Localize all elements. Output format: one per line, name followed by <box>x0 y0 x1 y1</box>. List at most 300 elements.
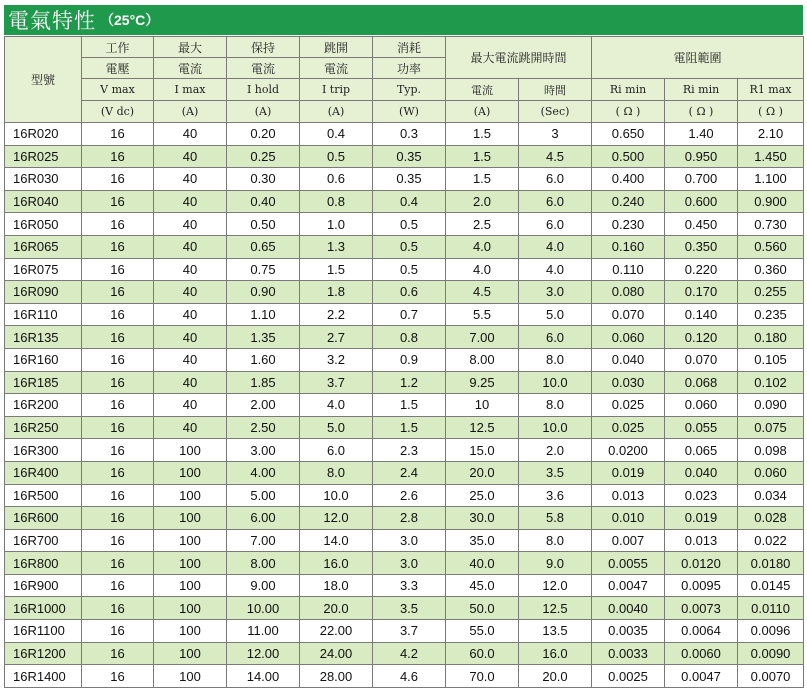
cell-i-trip: 1.8 <box>300 281 373 304</box>
cell-i-hold: 4.00 <box>227 461 300 484</box>
cell-i-hold: 5.00 <box>227 484 300 507</box>
cell-trip-current: 40.0 <box>446 552 519 575</box>
cell-i-max: 100 <box>154 574 227 597</box>
cell-ri-max: 0.700 <box>665 168 738 191</box>
cell-trip-current: 5.5 <box>446 303 519 326</box>
header-pd-line2: 功率 <box>373 58 446 79</box>
table-row <box>5 642 804 665</box>
cell-model: 16R200 <box>5 394 82 417</box>
cell-v-max: 16 <box>82 416 154 439</box>
cell-i-max: 40 <box>154 303 227 326</box>
cell-ri-max: 0.060 <box>665 394 738 417</box>
cell-r1-max: 0.098 <box>738 439 804 462</box>
cell-trip-time: 13.5 <box>519 620 592 643</box>
cell-model: 16R600 <box>5 507 82 530</box>
table-row <box>5 258 804 281</box>
header-imax-symbol: I max <box>154 79 227 101</box>
table-row <box>5 439 804 462</box>
cell-v-max: 16 <box>82 394 154 417</box>
cell-ri-max: 0.950 <box>665 145 738 168</box>
cell-i-hold: 6.00 <box>227 507 300 530</box>
cell-ri-min: 0.010 <box>592 507 665 530</box>
cell-trip-time: 20.0 <box>519 665 592 688</box>
cell-i-max: 40 <box>154 416 227 439</box>
cell-trip-current: 7.00 <box>446 326 519 349</box>
cell-model: 16R110 <box>5 303 82 326</box>
cell-i-trip: 4.0 <box>300 394 373 417</box>
cell-i-max: 40 <box>154 145 227 168</box>
cell-power: 2.8 <box>373 507 446 530</box>
cell-i-max: 40 <box>154 371 227 394</box>
cell-ri-max: 0.040 <box>665 461 738 484</box>
cell-i-max: 100 <box>154 620 227 643</box>
header-ri-min: Ri min <box>592 79 665 101</box>
cell-r1-max: 0.0110 <box>738 597 804 620</box>
cell-v-max: 16 <box>82 507 154 530</box>
cell-power: 0.8 <box>373 326 446 349</box>
cell-r1-max: 0.0090 <box>738 642 804 665</box>
header-ihold-line2: 電流 <box>227 58 300 79</box>
cell-trip-current: 50.0 <box>446 597 519 620</box>
cell-r1-max: 0.730 <box>738 213 804 236</box>
header-r1-max: R1 max <box>738 79 804 101</box>
cell-i-hold: 8.00 <box>227 552 300 575</box>
cell-i-trip: 20.0 <box>300 597 373 620</box>
cell-trip-current: 35.0 <box>446 529 519 552</box>
cell-i-max: 100 <box>154 461 227 484</box>
cell-v-max: 16 <box>82 642 154 665</box>
cell-trip-time: 10.0 <box>519 416 592 439</box>
cell-i-max: 40 <box>154 168 227 191</box>
table-row <box>5 190 804 213</box>
header-pd-symbol: Typ. <box>373 79 446 101</box>
cell-i-hold: 7.00 <box>227 529 300 552</box>
cell-r1-max: 0.105 <box>738 348 804 371</box>
cell-ri-max: 0.0064 <box>665 620 738 643</box>
cell-power: 0.3 <box>373 123 446 146</box>
cell-i-hold: 2.00 <box>227 394 300 417</box>
cell-i-trip: 28.00 <box>300 665 373 688</box>
cell-trip-current: 45.0 <box>446 574 519 597</box>
cell-trip-current: 60.0 <box>446 642 519 665</box>
table-row <box>5 145 804 168</box>
cell-i-hold: 0.25 <box>227 145 300 168</box>
cell-i-hold: 1.60 <box>227 348 300 371</box>
header-v-symbol: V max <box>82 79 154 101</box>
cell-r1-max: 1.450 <box>738 145 804 168</box>
cell-v-max: 16 <box>82 326 154 349</box>
cell-i-trip: 1.3 <box>300 235 373 258</box>
cell-i-trip: 14.0 <box>300 529 373 552</box>
cell-i-max: 40 <box>154 258 227 281</box>
cell-ri-min: 0.500 <box>592 145 665 168</box>
cell-i-trip: 2.7 <box>300 326 373 349</box>
cell-ri-min: 0.060 <box>592 326 665 349</box>
cell-power: 0.5 <box>373 235 446 258</box>
cell-v-max: 16 <box>82 597 154 620</box>
header-itrip-symbol: I trip <box>300 79 373 101</box>
cell-power: 0.6 <box>373 281 446 304</box>
section-title-bar <box>4 5 803 35</box>
table-row <box>5 507 804 530</box>
cell-ri-min: 0.025 <box>592 394 665 417</box>
cell-i-trip: 12.0 <box>300 507 373 530</box>
cell-power: 1.2 <box>373 371 446 394</box>
cell-ri-max: 0.068 <box>665 371 738 394</box>
cell-trip-current: 25.0 <box>446 484 519 507</box>
cell-trip-current: 2.0 <box>446 190 519 213</box>
cell-i-hold: 3.00 <box>227 439 300 462</box>
cell-model: 16R090 <box>5 281 82 304</box>
cell-r1-max: 0.060 <box>738 461 804 484</box>
cell-ri-min: 0.0047 <box>592 574 665 597</box>
cell-trip-current: 1.5 <box>446 123 519 146</box>
cell-trip-current: 8.00 <box>446 348 519 371</box>
cell-ri-min: 0.080 <box>592 281 665 304</box>
cell-i-trip: 24.00 <box>300 642 373 665</box>
cell-r1-max: 2.10 <box>738 123 804 146</box>
cell-r1-max: 0.360 <box>738 258 804 281</box>
cell-v-max: 16 <box>82 235 154 258</box>
cell-i-max: 100 <box>154 597 227 620</box>
electrical-characteristics-table <box>4 36 804 688</box>
table-row <box>5 281 804 304</box>
cell-trip-time: 2.0 <box>519 439 592 462</box>
cell-ri-min: 0.230 <box>592 213 665 236</box>
cell-trip-time: 3.5 <box>519 461 592 484</box>
cell-i-trip: 8.0 <box>300 461 373 484</box>
cell-trip-current: 15.0 <box>446 439 519 462</box>
cell-i-max: 100 <box>154 552 227 575</box>
cell-model: 16R020 <box>5 123 82 146</box>
cell-r1-max: 0.560 <box>738 235 804 258</box>
cell-model: 16R1200 <box>5 642 82 665</box>
header-model: 型號 <box>5 37 82 123</box>
cell-trip-time: 8.0 <box>519 394 592 417</box>
cell-trip-time: 6.0 <box>519 190 592 213</box>
table-row <box>5 326 804 349</box>
cell-trip-time: 5.0 <box>519 303 592 326</box>
cell-ri-min: 0.0200 <box>592 439 665 462</box>
cell-i-trip: 5.0 <box>300 416 373 439</box>
header-imax-line2: 電流 <box>154 58 227 79</box>
table-row <box>5 394 804 417</box>
cell-power: 2.6 <box>373 484 446 507</box>
cell-r1-max: 0.180 <box>738 326 804 349</box>
cell-model: 16R1000 <box>5 597 82 620</box>
cell-ri-min: 0.0025 <box>592 665 665 688</box>
cell-ri-max: 0.019 <box>665 507 738 530</box>
cell-trip-time: 3.6 <box>519 484 592 507</box>
cell-ri-max: 0.120 <box>665 326 738 349</box>
cell-trip-time: 16.0 <box>519 642 592 665</box>
cell-model: 16R075 <box>5 258 82 281</box>
cell-v-max: 16 <box>82 665 154 688</box>
cell-r1-max: 0.075 <box>738 416 804 439</box>
cell-power: 0.35 <box>373 168 446 191</box>
table-row <box>5 552 804 575</box>
cell-i-hold: 0.30 <box>227 168 300 191</box>
cell-model: 16R185 <box>5 371 82 394</box>
cell-trip-current: 70.0 <box>446 665 519 688</box>
cell-power: 0.4 <box>373 190 446 213</box>
cell-v-max: 16 <box>82 371 154 394</box>
cell-ri-max: 0.140 <box>665 303 738 326</box>
cell-ri-min: 0.0040 <box>592 597 665 620</box>
cell-model: 16R030 <box>5 168 82 191</box>
cell-i-hold: 1.35 <box>227 326 300 349</box>
cell-v-max: 16 <box>82 529 154 552</box>
cell-ri-max: 0.450 <box>665 213 738 236</box>
cell-ri-min: 0.160 <box>592 235 665 258</box>
cell-ri-min: 0.019 <box>592 461 665 484</box>
table-row <box>5 416 804 439</box>
header-imax-unit: (A) <box>154 101 227 123</box>
cell-trip-time: 10.0 <box>519 371 592 394</box>
header-v-line2: 電壓 <box>82 58 154 79</box>
cell-i-max: 40 <box>154 281 227 304</box>
cell-ri-min: 0.025 <box>592 416 665 439</box>
cell-power: 2.3 <box>373 439 446 462</box>
cell-ri-min: 0.400 <box>592 168 665 191</box>
table-row <box>5 574 804 597</box>
table-row <box>5 235 804 258</box>
cell-model: 16R900 <box>5 574 82 597</box>
cell-trip-time: 6.0 <box>519 168 592 191</box>
cell-r1-max: 1.100 <box>738 168 804 191</box>
cell-i-trip: 0.8 <box>300 190 373 213</box>
cell-r1-max: 0.0145 <box>738 574 804 597</box>
cell-power: 0.35 <box>373 145 446 168</box>
cell-ri-max: 0.0095 <box>665 574 738 597</box>
cell-r1-max: 0.255 <box>738 281 804 304</box>
cell-ri-max: 0.065 <box>665 439 738 462</box>
header-pd-unit: (W) <box>373 101 446 123</box>
cell-power: 3.5 <box>373 597 446 620</box>
cell-ri-min: 0.0055 <box>592 552 665 575</box>
cell-i-trip: 18.0 <box>300 574 373 597</box>
cell-i-max: 40 <box>154 123 227 146</box>
cell-v-max: 16 <box>82 213 154 236</box>
cell-i-trip: 16.0 <box>300 552 373 575</box>
section-title: 電氣特性 <box>8 9 96 33</box>
table-row <box>5 529 804 552</box>
cell-model: 16R065 <box>5 235 82 258</box>
cell-v-max: 16 <box>82 348 154 371</box>
table-row <box>5 371 804 394</box>
cell-r1-max: 0.034 <box>738 484 804 507</box>
cell-i-max: 40 <box>154 190 227 213</box>
cell-power: 0.5 <box>373 213 446 236</box>
cell-i-max: 100 <box>154 484 227 507</box>
cell-i-max: 100 <box>154 665 227 688</box>
cell-r1-max: 0.090 <box>738 394 804 417</box>
cell-trip-current: 1.5 <box>446 168 519 191</box>
cell-ri-max: 0.0060 <box>665 642 738 665</box>
table-row <box>5 123 804 146</box>
cell-v-max: 16 <box>82 439 154 462</box>
cell-i-hold: 0.65 <box>227 235 300 258</box>
cell-trip-time: 5.8 <box>519 507 592 530</box>
cell-ri-max: 0.350 <box>665 235 738 258</box>
cell-model: 16R160 <box>5 348 82 371</box>
cell-trip-current: 10 <box>446 394 519 417</box>
header-trip-current: 電流 <box>446 79 519 101</box>
cell-ri-min: 0.013 <box>592 484 665 507</box>
header-ri-max: Ri min <box>665 79 738 101</box>
cell-i-max: 40 <box>154 326 227 349</box>
cell-ri-max: 0.070 <box>665 348 738 371</box>
cell-model: 16R800 <box>5 552 82 575</box>
cell-v-max: 16 <box>82 190 154 213</box>
cell-i-trip: 0.5 <box>300 145 373 168</box>
cell-power: 1.5 <box>373 394 446 417</box>
cell-i-max: 100 <box>154 529 227 552</box>
table-body <box>5 123 804 688</box>
cell-v-max: 16 <box>82 168 154 191</box>
cell-i-trip: 0.4 <box>300 123 373 146</box>
cell-model: 16R1400 <box>5 665 82 688</box>
cell-model: 16R040 <box>5 190 82 213</box>
cell-ri-max: 0.0073 <box>665 597 738 620</box>
cell-trip-current: 30.0 <box>446 507 519 530</box>
cell-i-trip: 10.0 <box>300 484 373 507</box>
cell-power: 0.7 <box>373 303 446 326</box>
cell-ri-max: 0.055 <box>665 416 738 439</box>
header-ihold-unit: (A) <box>227 101 300 123</box>
cell-i-hold: 2.50 <box>227 416 300 439</box>
cell-power: 4.2 <box>373 642 446 665</box>
cell-trip-current: 4.0 <box>446 258 519 281</box>
cell-trip-time: 3.0 <box>519 281 592 304</box>
cell-trip-current: 12.5 <box>446 416 519 439</box>
cell-trip-time: 4.0 <box>519 258 592 281</box>
cell-r1-max: 0.0180 <box>738 552 804 575</box>
cell-ri-min: 0.0035 <box>592 620 665 643</box>
cell-trip-current: 20.0 <box>446 461 519 484</box>
header-itrip-line2: 電流 <box>300 58 373 79</box>
cell-ri-min: 0.240 <box>592 190 665 213</box>
cell-v-max: 16 <box>82 552 154 575</box>
cell-i-hold: 1.10 <box>227 303 300 326</box>
table-row <box>5 665 804 688</box>
cell-model: 16R250 <box>5 416 82 439</box>
cell-i-hold: 9.00 <box>227 574 300 597</box>
cell-r1-max: 0.022 <box>738 529 804 552</box>
cell-i-max: 40 <box>154 348 227 371</box>
cell-v-max: 16 <box>82 145 154 168</box>
cell-model: 16R050 <box>5 213 82 236</box>
cell-v-max: 16 <box>82 281 154 304</box>
header-itrip-line1: 跳開 <box>300 37 373 58</box>
cell-trip-time: 12.0 <box>519 574 592 597</box>
cell-trip-time: 9.0 <box>519 552 592 575</box>
cell-model: 16R400 <box>5 461 82 484</box>
table-row <box>5 484 804 507</box>
cell-ri-max: 0.600 <box>665 190 738 213</box>
cell-model: 16R300 <box>5 439 82 462</box>
cell-i-max: 40 <box>154 213 227 236</box>
cell-v-max: 16 <box>82 484 154 507</box>
cell-i-hold: 12.00 <box>227 642 300 665</box>
cell-i-trip: 22.00 <box>300 620 373 643</box>
cell-i-hold: 0.40 <box>227 190 300 213</box>
cell-i-hold: 0.50 <box>227 213 300 236</box>
cell-trip-time: 8.0 <box>519 348 592 371</box>
cell-ri-min: 0.030 <box>592 371 665 394</box>
cell-trip-time: 6.0 <box>519 213 592 236</box>
cell-ri-max: 0.0047 <box>665 665 738 688</box>
cell-ri-min: 0.0033 <box>592 642 665 665</box>
header-ihold-line1: 保持 <box>227 37 300 58</box>
cell-trip-time: 6.0 <box>519 326 592 349</box>
header-ri-min-unit: ( Ω ) <box>592 101 665 123</box>
cell-power: 3.0 <box>373 529 446 552</box>
cell-power: 0.5 <box>373 258 446 281</box>
header-itrip-unit: (A) <box>300 101 373 123</box>
cell-model: 16R025 <box>5 145 82 168</box>
cell-ri-max: 0.220 <box>665 258 738 281</box>
header-pd-line1: 消耗 <box>373 37 446 58</box>
cell-i-hold: 0.75 <box>227 258 300 281</box>
cell-trip-current: 1.5 <box>446 145 519 168</box>
cell-i-hold: 14.00 <box>227 665 300 688</box>
cell-trip-current: 2.5 <box>446 213 519 236</box>
cell-trip-time: 8.0 <box>519 529 592 552</box>
cell-i-trip: 1.5 <box>300 258 373 281</box>
cell-r1-max: 0.028 <box>738 507 804 530</box>
cell-i-hold: 10.00 <box>227 597 300 620</box>
table-row <box>5 461 804 484</box>
table-row <box>5 597 804 620</box>
header-ihold-symbol: I hold <box>227 79 300 101</box>
section-temperature: （25°C） <box>100 12 160 28</box>
table-row <box>5 303 804 326</box>
cell-i-trip: 0.6 <box>300 168 373 191</box>
cell-model: 16R700 <box>5 529 82 552</box>
cell-i-max: 40 <box>154 394 227 417</box>
cell-i-trip: 2.2 <box>300 303 373 326</box>
cell-power: 3.3 <box>373 574 446 597</box>
cell-power: 0.9 <box>373 348 446 371</box>
cell-i-max: 100 <box>154 439 227 462</box>
cell-i-trip: 1.0 <box>300 213 373 236</box>
header-max-trip-time: 最大電流跳開時間 <box>446 37 592 79</box>
header-r1-max-unit: ( Ω ) <box>738 101 804 123</box>
header-ri-max-unit: ( Ω ) <box>665 101 738 123</box>
header-imax-line1: 最大 <box>154 37 227 58</box>
cell-model: 16R135 <box>5 326 82 349</box>
cell-trip-time: 3 <box>519 123 592 146</box>
cell-i-max: 100 <box>154 507 227 530</box>
cell-i-hold: 1.85 <box>227 371 300 394</box>
cell-ri-min: 0.650 <box>592 123 665 146</box>
cell-i-max: 100 <box>154 642 227 665</box>
cell-power: 3.7 <box>373 620 446 643</box>
cell-r1-max: 0.0070 <box>738 665 804 688</box>
cell-trip-current: 55.0 <box>446 620 519 643</box>
cell-ri-min: 0.040 <box>592 348 665 371</box>
cell-v-max: 16 <box>82 303 154 326</box>
table-row <box>5 620 804 643</box>
cell-r1-max: 0.900 <box>738 190 804 213</box>
cell-v-max: 16 <box>82 574 154 597</box>
table-row <box>5 168 804 191</box>
cell-r1-max: 0.102 <box>738 371 804 394</box>
cell-ri-max: 0.013 <box>665 529 738 552</box>
cell-trip-time: 4.0 <box>519 235 592 258</box>
cell-r1-max: 0.235 <box>738 303 804 326</box>
